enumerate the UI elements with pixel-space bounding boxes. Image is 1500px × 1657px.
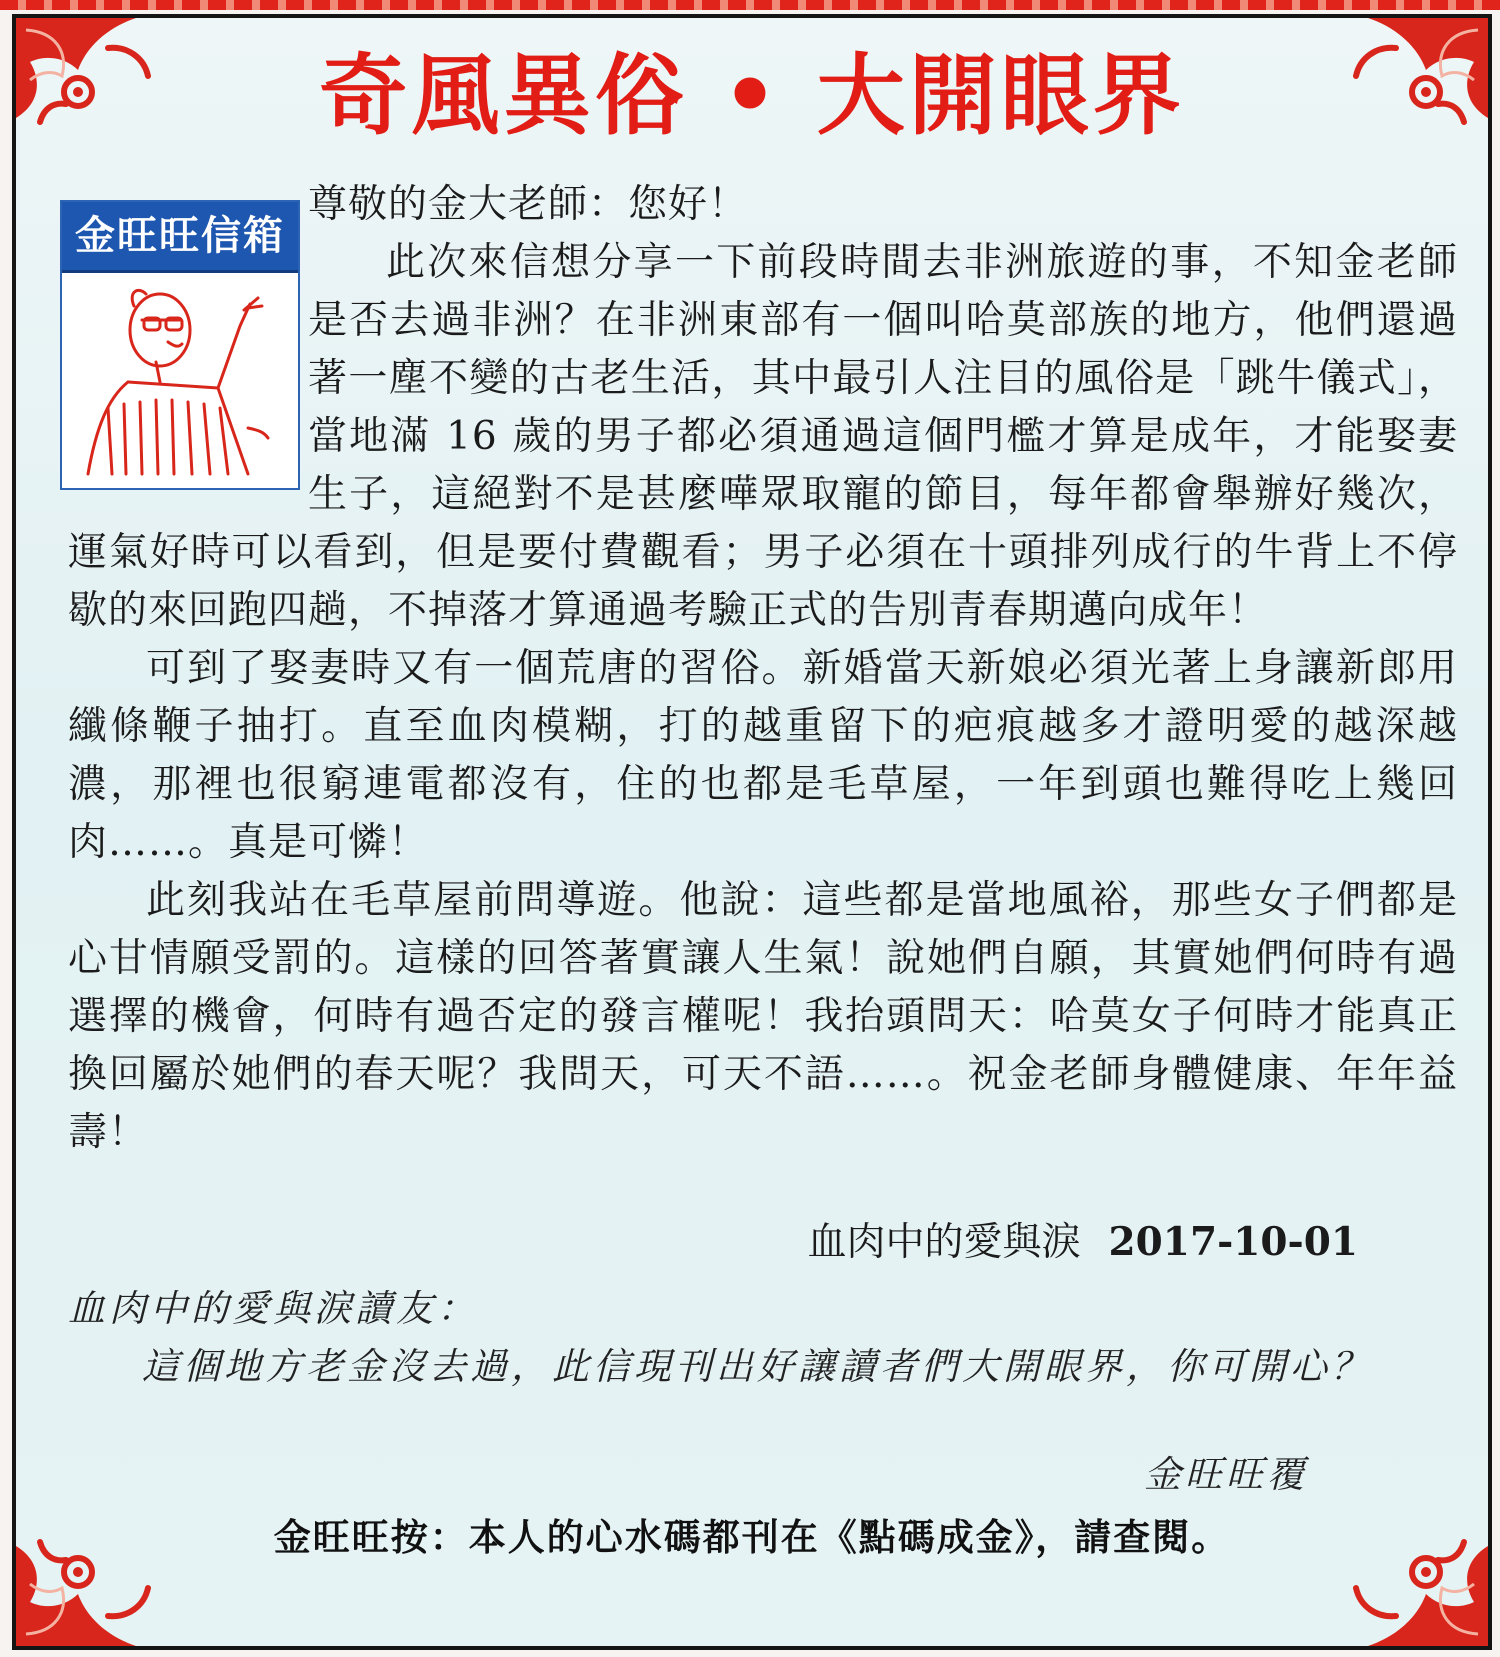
letter-paragraph: 此次來信想分享一下前段時間去非洲旅遊的事，不知金老師是否去過非洲？在非洲東部有一個叫哈莫部族的地方，他們還過著一塵不變的古老生活，其中最引人注目的風俗是「跳牛儀式」，當地滿 16 歲的男子都必須通過這個門檻才算是成年，才能娶妻生子，這絕對不是甚麼嘩眾取寵的節目，每年都會舉辦好幾次，運氣好時可以看到，但是要付費觀看；男子必須在十頭排列成行的牛背上不停歇的來回跑四趟，不掉落才算通過考驗正式的告別青春期邁向成年！ <box>68 240 1458 633</box>
editor-footnote: 金旺旺按：本人的心水碼都刊在《點碼成金》，請查閱。 <box>273 1516 1231 1559</box>
signature-date: 2017-10-01 <box>1108 1219 1358 1265</box>
column-logo-text: 金旺旺信箱 <box>75 213 285 259</box>
letter-signature <box>808 1213 1358 1272</box>
headline: 奇風異俗 • 大開眼界 <box>319 44 1185 147</box>
letter-paragraph: 可到了娶妻時又有一個荒唐的習俗。新婚當天新娘必須光著上身讓新郎用纖條鞭子抽打。直至血肉模糊，打的越重留下的疤痕越多才證明愛的越深越濃，那裡也很窮連電都沒有，住的也都是毛草屋，一年到頭也難得吃上幾回肉……。真是可憐！ <box>68 646 1458 865</box>
top-border-stripe <box>0 0 1500 10</box>
logo-spacer <box>68 176 308 506</box>
reply-signoff: 金旺旺覆 <box>1144 1453 1308 1496</box>
reader-letter <box>68 176 1458 1162</box>
signature-name: 血肉中的愛與淚 <box>807 1220 1081 1265</box>
reply-body: 這個地方老金沒去過，此信現刊出好讓讀者們大開眼界，你可開心？ <box>142 1345 1372 1388</box>
article-panel <box>12 14 1492 1650</box>
editor-reply <box>68 1280 1458 1396</box>
letter-paragraph: 此刻我站在毛草屋前問導遊。他說：這些都是當地風裕，那些女子們都是心甘情願受罰的。這樣的回答著實讓人生氣！說她們自願，其實她們何時有過選擇的機會，何時有過否定的發言權呢！我抬頭問天：哈莫女子何時才能真正換回屬於她們的春天呢？我問天，可天不語……。祝金老師身體健康、年年益壽！ <box>68 878 1458 1155</box>
letter-greeting: 尊敬的金大老師：您好！ <box>308 182 749 227</box>
reply-salutation: 血肉中的愛與淚讀友： <box>68 1287 478 1330</box>
